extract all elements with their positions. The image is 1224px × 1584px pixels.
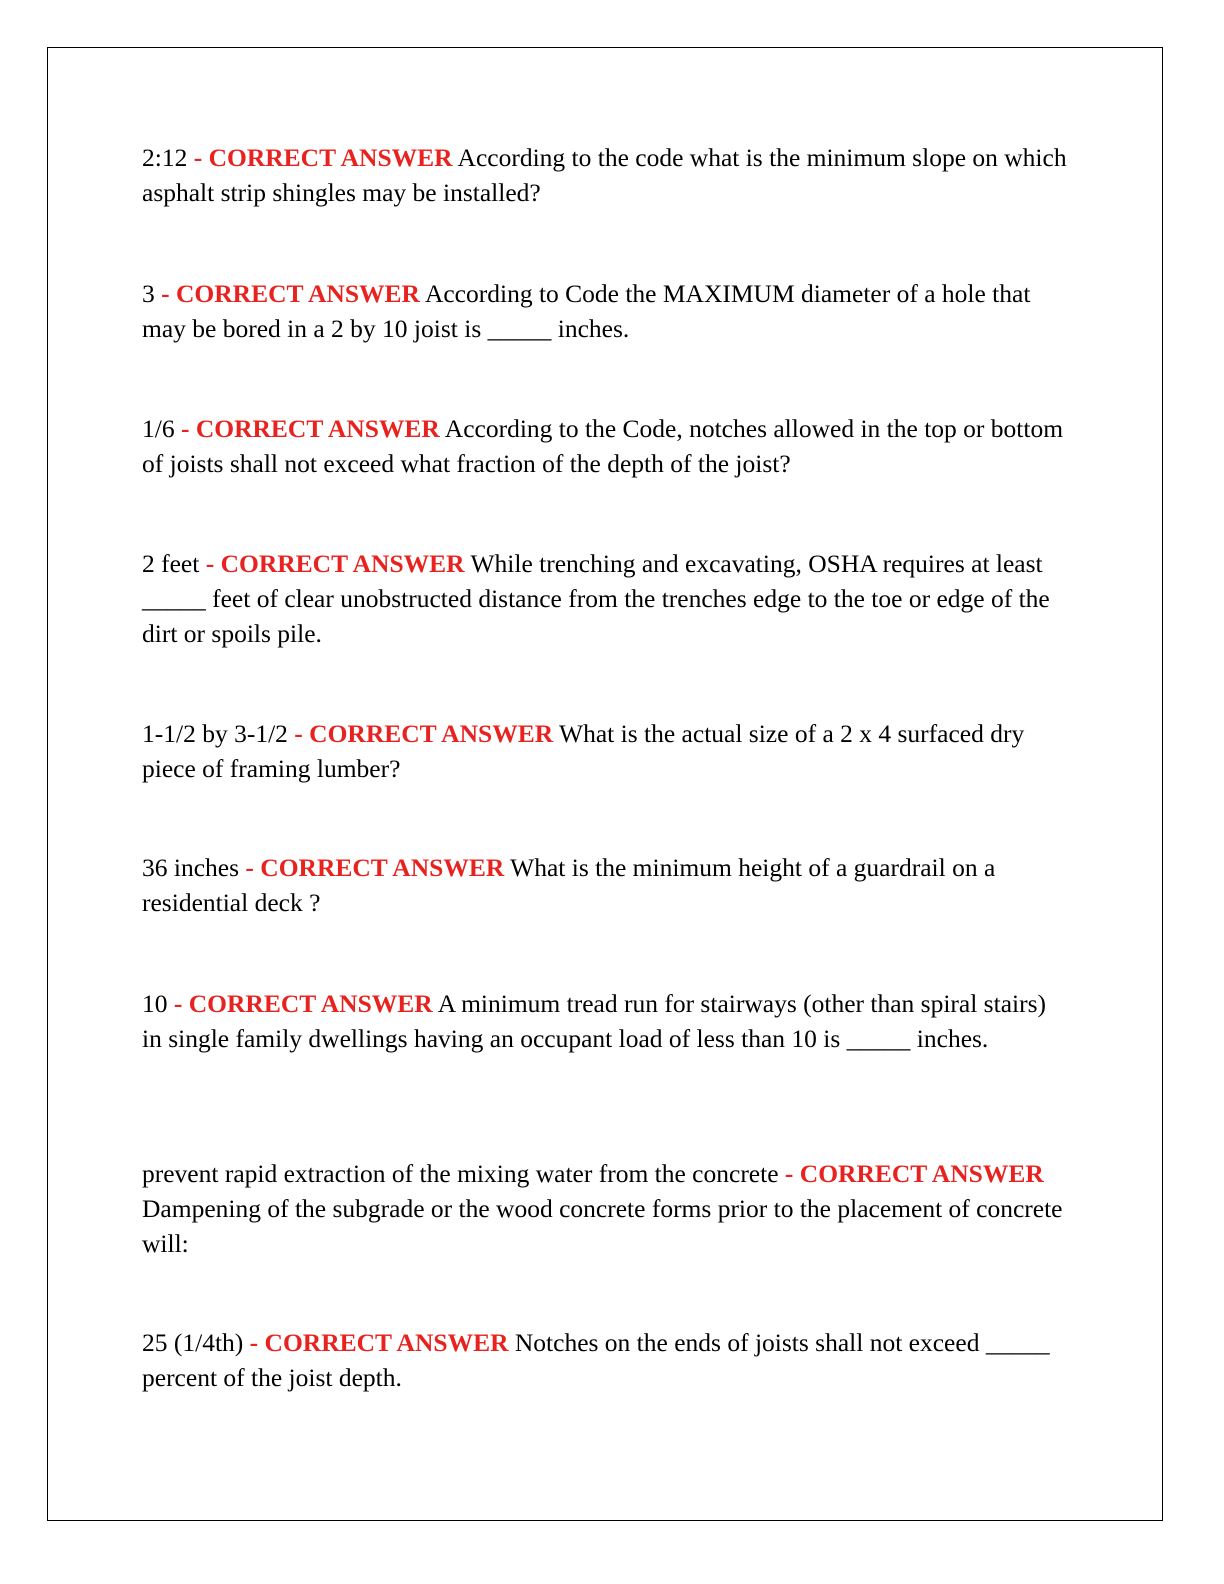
marker-separator: - xyxy=(778,1159,800,1188)
marker-label: CORRECT ANSWER xyxy=(208,143,453,172)
marker-separator: - xyxy=(174,414,196,443)
marker-label: CORRECT ANSWER xyxy=(220,549,465,578)
marker-label: CORRECT ANSWER xyxy=(799,1159,1044,1188)
marker-separator: - xyxy=(187,143,209,172)
correct-answer-marker xyxy=(168,989,433,1018)
answer-text: 10 xyxy=(142,989,168,1018)
answer-text: 36 inches xyxy=(142,853,240,882)
marker-separator: - xyxy=(167,989,189,1018)
correct-answer-marker xyxy=(199,549,464,578)
answer-text: 1/6 xyxy=(142,414,175,443)
correct-answer-marker xyxy=(175,414,440,443)
question-text: Notches on the ends of joists shall not exceed _____ percent of the joist depth. xyxy=(142,1328,1050,1392)
marker-label: CORRECT ANSWER xyxy=(309,719,554,748)
qa-item-5 xyxy=(142,716,1072,786)
marker-separator: - xyxy=(287,719,310,748)
correct-answer-marker xyxy=(243,1328,508,1357)
correct-answer-marker xyxy=(187,143,452,172)
qa-item-8 xyxy=(142,1156,1072,1261)
qa-item-1 xyxy=(142,140,1072,210)
question-text: According to the Code, notches allowed in the top or bottom of joists shall not exceed what fraction of the depth of the joist? xyxy=(142,414,1064,478)
qa-item-2 xyxy=(142,276,1072,346)
correct-answer-marker xyxy=(155,279,420,308)
marker-separator: - xyxy=(239,853,261,882)
answer-text: 2 feet xyxy=(142,549,200,578)
question-text: Dampening of the subgrade or the wood concrete forms prior to the placement of concrete will: xyxy=(142,1194,1063,1258)
question-text: What is the minimum height of a guardrail on a residential deck ? xyxy=(142,853,996,917)
qa-item-3 xyxy=(142,411,1072,481)
marker-label: CORRECT ANSWER xyxy=(188,989,433,1018)
marker-label: CORRECT ANSWER xyxy=(195,414,440,443)
answer-text: 25 (1/4th) xyxy=(142,1328,244,1357)
marker-separator: - xyxy=(243,1328,265,1357)
answer-text: prevent rapid extraction of the mixing water from the concrete xyxy=(142,1159,779,1188)
qa-item-7 xyxy=(142,986,1072,1056)
marker-label: CORRECT ANSWER xyxy=(176,279,420,308)
marker-label: CORRECT ANSWER xyxy=(260,853,505,882)
correct-answer-marker xyxy=(239,853,504,882)
marker-separator: - xyxy=(154,279,176,308)
question-text: According to the code what is the minimum slope on which asphalt strip shingles may be installed? xyxy=(142,143,1067,207)
question-text: While trenching and excavating, OSHA requires at least _____ feet of clear unobstructed distance from the trenches edge to the toe or edge of the dirt or spoils pile. xyxy=(142,549,1050,648)
question-text: A minimum tread run for stairways (other than spiral stairs) in single family dwellings having an occupant load of less than 10 is _____ inches. xyxy=(142,989,1047,1053)
answer-text: 2:12 xyxy=(142,143,188,172)
marker-separator: - xyxy=(199,549,221,578)
question-text: According to Code the MAXIMUM diameter of a hole that may be bored in a 2 by 10 joist is _____ inches. xyxy=(142,279,1031,343)
correct-answer-marker xyxy=(779,1159,1044,1188)
answer-text: 3 xyxy=(142,279,155,308)
qa-item-6 xyxy=(142,850,1072,920)
question-text: What is the actual size of a 2 x 4 surfaced dry piece of framing lumber? xyxy=(142,719,1025,783)
qa-item-9 xyxy=(142,1325,1072,1395)
marker-label: CORRECT ANSWER xyxy=(264,1328,509,1357)
correct-answer-marker xyxy=(288,719,553,748)
answer-text: 1-1/2 by 3-1/2 xyxy=(142,719,288,748)
qa-item-4 xyxy=(142,546,1072,651)
